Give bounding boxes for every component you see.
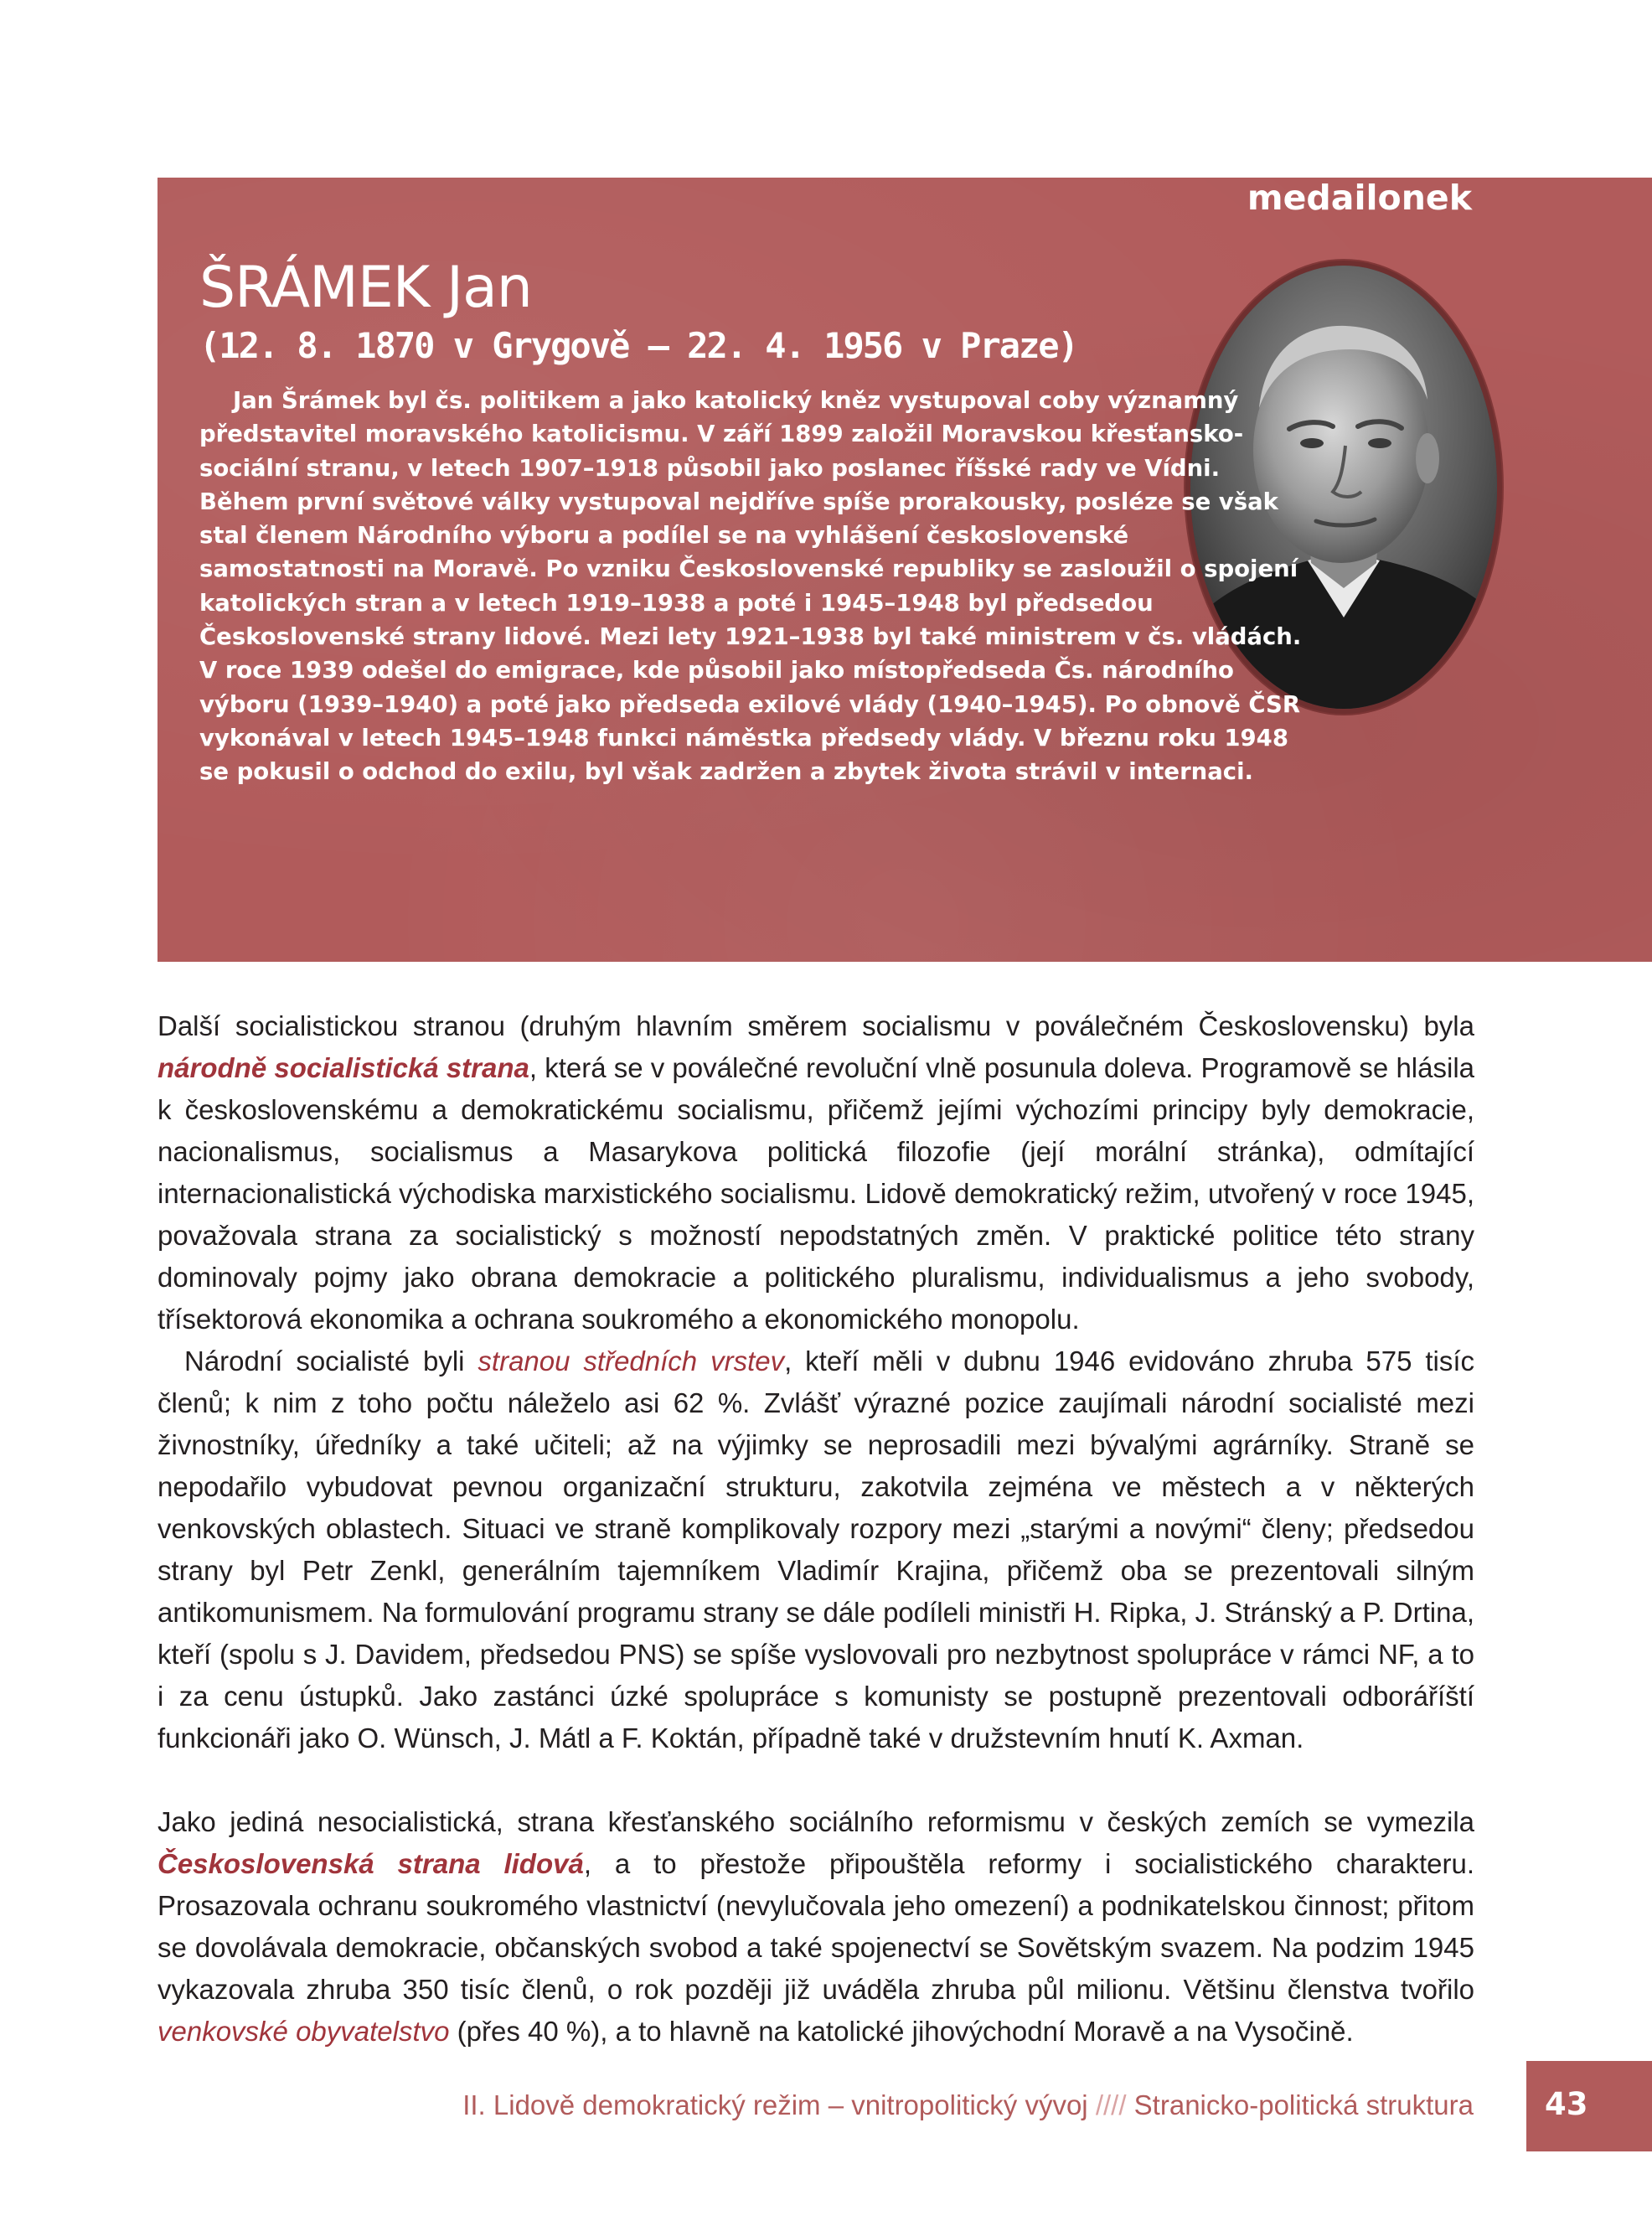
paragraph-1-text-a: Další socialistickou stranou (druhým hlavním směrem socialismu v poválečném Československu) byla [157,1010,1474,1041]
medallion-biography: Jan Šrámek byl čs. politikem a jako katolický kněz vystupoval coby významný představitel moravského katolicismu. V září 1899 založil Moravskou křesťansko-sociální stranu, v letech 1907–1918 působil jako poslanec říšské rady ve Vídni. Během první světové války vystupoval nejdříve spíše prorakousky, posléze se však stal členem Národního výboru a podílel se na vyhlášení československé samostatnosti na Moravě. Po vzniku Československé republiky se zasloužil o spojení katolických stran a v letech 1919–1938 a poté i 1945–1948 byl předsedou Československé strany lidové. Mezi lety 1921–1938 byl také ministrem v čs. vládách. V roce 1939 odešel do emigrace, kde působil jako místopředseda Čs. národního výboru (1939–1940) a poté jako předseda exilové vlády (1940–1945). Po obnově ČSR vykonával v letech 1945–1948 funkci náměstka předsedy vlády. V březnu roku 1948 se pokusil o odchod do exilu, byl však zadržen a zbytek života strávil v internaci. [199,387,1302,786]
paragraph-3-text-a: Jako jediná nesocialistická, strana křesťanského sociálního reformismu v českých zemích se vymezila [157,1806,1474,1837]
paragraph-national-socialists [157,1005,1474,1340]
paragraph-3-text-c: , a to přestože připouštěla reformy i socialistického charakteru. Prosazovala ochranu soukromého vlastnictví (nevylučovala jeho omezení) a podnikatelskou činnost; přitom se dovolávala demokracie, občanských svobod a také spojenectví se Sovětským svazem. Na podzim 1945 vykazovala zhruba 350 tisíc členů, o rok později již uváděla zhruba půl milionu. Většinu členstva tvořilo [157,1848,1474,2005]
running-footer [462,2084,1474,2126]
paragraph-3-text-e: (přes 40 %), a to hlavně na katolické jihovýchodní Moravě a na Vysočině. [449,2016,1354,2047]
page-number: 43 [1545,2086,1588,2122]
medallion-label: medailonek [1247,178,1472,218]
highlight-czechoslovak-peoples-party: Československá strana lidová [157,1848,584,1879]
footer-chapter: II. Lidově demokratický režim – vnitropolitický vývoj [462,2089,1088,2120]
highlight-rural-population: venkovské obyvatelstvo [157,2016,450,2047]
footer-section: Stranicko-politická struktura [1133,2089,1474,2120]
paragraph-national-socialists-membership [157,1340,1474,1759]
medallion-box [157,178,1652,962]
medallion-dates: (12. 8. 1870 v Grygově – 22. 4. 1956 v Praze) [199,325,1077,366]
paragraph-peoples-party [157,1801,1474,2053]
footer-separator: //// [1095,2089,1127,2120]
paragraph-2-text-c: , kteří měli v dubnu 1946 evidováno zhruba 575 tisíc členů; k nim z toho počtu náleželo asi 62 %. Zvlášť výrazné pozice zaujímali národní socialisté mezi živnostníky, úředníky a také učiteli; až na výjimky se neprosadili mezi bývalými agrárníky. Straně se nepodařilo vybudovat pevnou organizační strukturu, zakotvila zejména ve městech a v některých venkovských oblastech. Situaci ve straně komplikovaly rozpory mezi „starými a novými“ členy; předsedou strany byl Petr Zenkl, generálním tajemníkem Vladimír Krajina, přičemž oba se prezentovali silným antikomunismem. Na formulování programu strany se dále podíleli ministři H. Ripka, J. Stránský a P. Drtina, kteří (spolu s J. Davidem, předsedou PNS) se spíše vyslovovali pro nezbytnost spolupráce v rámci NF, a to i za cenu ústupků. Jako zastánci úzké spolupráce s komunisty se postupně prezentovali odboráříští funkcionáři jako O. Wünsch, J. Mátl a F. Koktán, případně také v družstevním hnutí K. Axman. [157,1345,1475,1753]
highlight-middle-classes: stranou středních vrstev [478,1345,785,1376]
medallion-name: ŠRÁMEK Jan [199,255,532,321]
paragraph-1-text-c: , která se v poválečné revoluční vlně posunula doleva. Programově se hlásila k československému a demokratickému socialismu, přičemž jejími výchozími principy byly demokracie, nacionalismus, socialismus a Masarykova politická filozofie (její morální stránka), odmítající internacionalistická východiska marxistického socialismu. Lidově demokratický režim, utvořený v roce 1945, považovala strana za socialistický s možností nepodstatných změn. V praktické politice této strany dominovaly pojmy jako obrana demokracie a politického pluralismu, individualismus a jeho svobody, třísektorová ekonomika a ochrana soukromého a ekonomického monopolu. [157,1052,1474,1335]
highlight-national-socialist-party: národně socialistická strana [157,1052,529,1083]
paragraph-2-text-a: Národní socialisté byli [184,1345,478,1376]
page-number-box [1526,2061,1652,2151]
